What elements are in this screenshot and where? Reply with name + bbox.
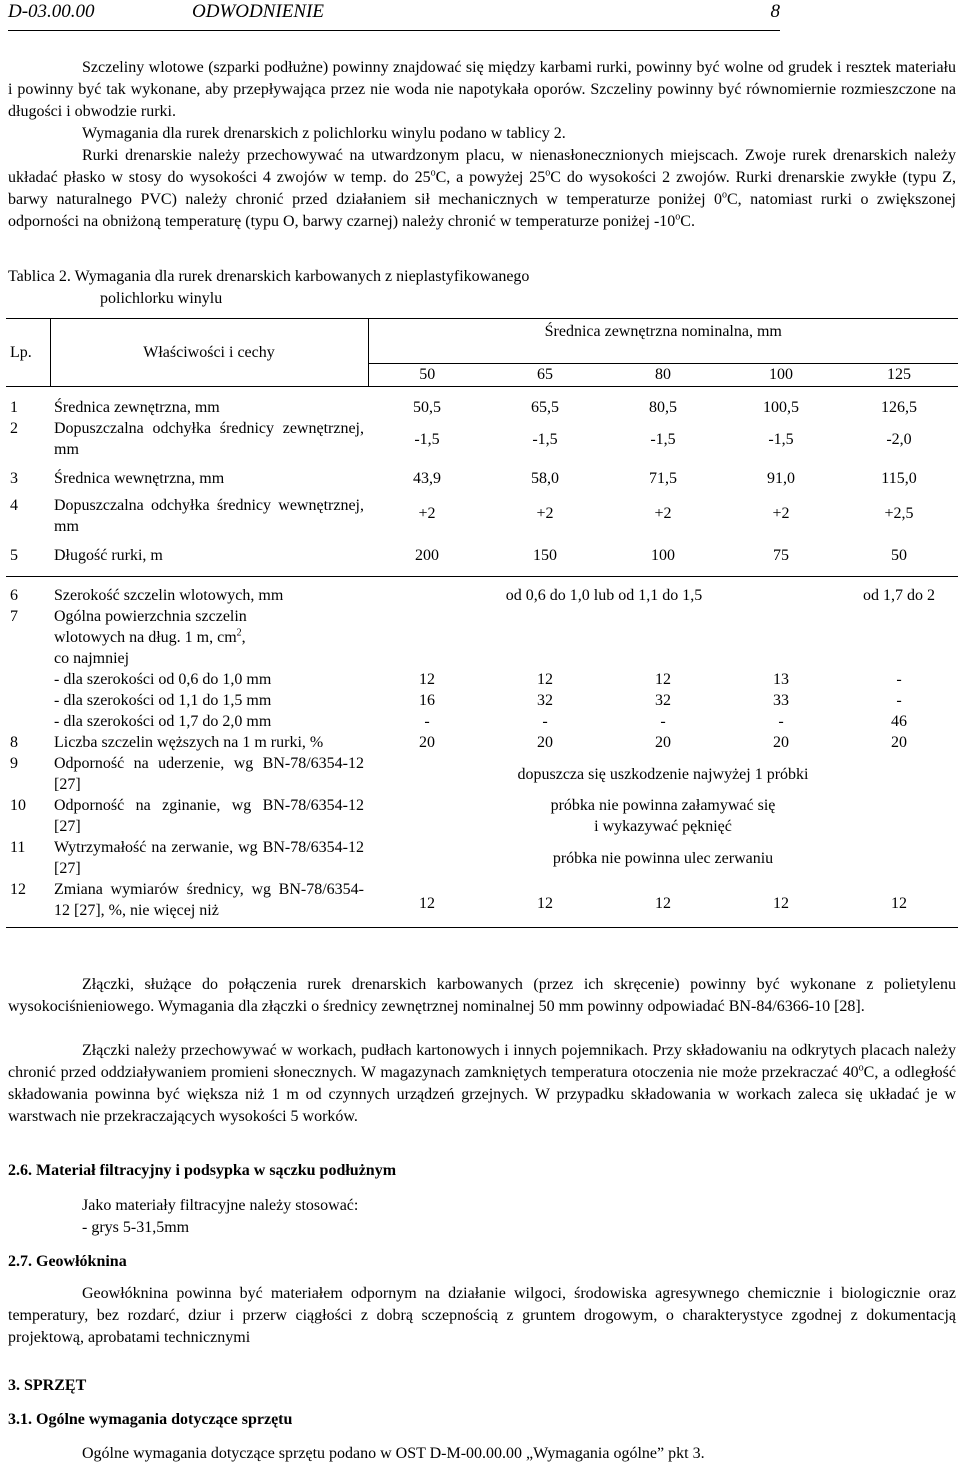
page-header [8,0,780,31]
table-header-row [6,319,958,364]
document-title: ODWODNIENIE [192,1,324,22]
header-properties: Właściwości i cechy [50,319,368,387]
section-3-1-heading: 3.1. Ogólne wymagania dotyczące sprzętu [8,1411,293,1428]
table-row: 5 Długość rurki, m 200 150 100 75 50 [6,537,958,577]
filter-materials-line: Jako materiały filtracyjne należy stosować: [82,1197,359,1214]
section-3-heading: 3. SPRZĘT [8,1377,87,1394]
paragraph-storage-pipes: Rurki drenarskie należy przechowywać na utwardzonym placu, w nienasłonecznionych miejscach. Zwoje rurek drenarskich należy układać płasko w stosy do wysokości 4 zwojów w temp. do 25$^o$C, a powyżej 25$^o$C do wysokości 2 zwojów. Rurki drenarskie zwykłe (typu Z, barwy naturalnego PVC) należy chronić przed działaniem sił mechanicznych w temperaturze poniżej 0$^o$C, natomiast rurki o zwiększonej odporności na obniżoną temperaturę (typu O, barwy czarnej) należy chronić w temperaturze poniżej -10$^o$C. [8,147,957,230]
paragraph-equipment: Ogólne wymagania dotyczące sprzętu podano w OST D-M-00.00.00 „Wymagania ogólne” pkt 3. [82,1445,705,1462]
table-subrow: - dla szerokości od 1,1 do 1,5 mm 16 32 32 33 - [54,692,902,709]
table-subrow: - dla szerokości od 1,7 do 2,0 mm - - - - 46 [54,713,907,730]
table-subrow: - dla szerokości od 0,6 do 1,0 mm 12 12 12 13 - [54,671,902,688]
document-code: D-03.00.00 [8,1,95,22]
paragraph-fittings-storage: Złączki należy przechowywać w workach, pudłach kartonowych i innych pojemnikach. Przy składowaniu na odkrytych placach należy chronić przed oddziaływaniem promieni słonecznych. W magazynach zamkniętych temperatura otoczenia nie może przekraczać 40$^o$C, a odległość składowania powinna być większa niż 1 m od czynnych urządzeń grzejnych. W przypadku składowania w workach zaleca się układać je w warstwach nie przekraczających wysokości 5 worków. [8,1042,956,1125]
paragraph-geotextile: Geowłóknina powinna być materiałem odpornym na działanie wilgoci, środowiska agresywnego chemicznie i biologicznie oraz temperatury, bez rozdarć, dziur i przerw ciągłości z dobrą sczepnością z gruntem drogowym, o charakterystyce zgodnej z dokumentacją projektową, aprobatami technicznymi [8,1285,956,1346]
table-row: 11 Wytrzymałość na zerwanie, wg BN-78/6354-12 [27] próbka nie powinna ulec zerwaniu [10,839,774,877]
page-number: 8 [770,1,780,22]
section-2-7-heading: 2.7. Geowłóknina [8,1253,127,1270]
table-sizes-row: 50 65 80 100 125 [6,364,958,387]
table-row: 1 Średnica zewnętrzna, mm 50,5 65,5 80,5 100,5 126,5 [10,399,917,416]
paragraph-slots: Szczeliny wlotowe (szparki podłużne) powinny znajdować się między karbami rurki, powinny być wolne od grudek i resztek materiału i powinny być tak wykonane, aby przepływająca przez nie woda nie napotykała oporów. Szczeliny powinny być równomiernie rozmieszczone na długości i obwodzie rurki. [8,59,956,120]
header-diameter: Średnica zewnętrzna nominalna, mm [368,319,958,364]
table-row: 7 Ogólna powierzchnia szczelin wlotowych na dług. 1 m, $cm^2$, co najmniej [6,606,958,669]
paragraph-fittings: Złączki, służące do połączenia rurek drenarskich karbowanych (przez ich skręcenie) powinny być wykonane z polietylenu wysokociśnieniowego. Wymagania dla złączki o średnicy zewnętrznej nominalnej 50 mm powinny odpowiadać BN-84/6366-10 [28]. [8,976,956,1015]
table-row: 8 Liczba szczelin węższych na 1 m rurki, % 20 20 20 20 20 [10,734,907,751]
table-row: 9 Odporność na uderzenie, wg BN-78/6354-12 [27] dopuszcza się uszkodzenie najwyżej 1 próbki [10,755,809,793]
table-row: 2 Dopuszczalna odchyłka średnicy zewnętrznej, mm -1,5 -1,5 -1,5 -1,5 -2,0 [10,420,912,458]
table-row: 6 Szerokość szczelin wlotowych, mm od 0,6 do 1,0 lub od 1,1 do 1,5 od 1,7 do 2 [10,587,935,604]
requirements-table [6,318,958,928]
table-row: 3 Średnica wewnętrzna, mm 43,9 58,0 71,5 91,0 115,0 [10,470,917,487]
table-row: 10 Odporność na zginanie, wg BN-78/6354-12 [27] próbka nie powinna załamywać się i wykazywać pęknięć [10,797,776,835]
section-2-6-heading: 2.6. Materiał filtracyjny i podsypka w sączku podłużnym [8,1162,397,1179]
table-row: 4 Dopuszczalna odchyłka średnicy wewnętrznej, mm +2 +2 +2 +2 +2,5 [10,497,914,535]
filter-materials-item: - grys 5-31,5mm [82,1219,190,1236]
table-row: 12 Zmiana wymiarów średnicy, wg BN-78/6354-12 [27], %, nie więcej niż 12 12 12 12 12 [6,879,958,928]
table-caption: Tablica 2. Wymagania dla rurek drenarskich karbowanych z nieplastyfikowanego polichlorku winylu [8,268,530,307]
paragraph-requirements-ref: Wymagania dla rurek drenarskich z polichlorku winylu podano w tablicy 2. [82,125,566,142]
header-lp: Lp. [6,319,50,387]
row7-label: Ogólna powierzchnia szczelin wlotowych na dług. 1 m, $cm^2$, co najmniej [54,608,247,667]
